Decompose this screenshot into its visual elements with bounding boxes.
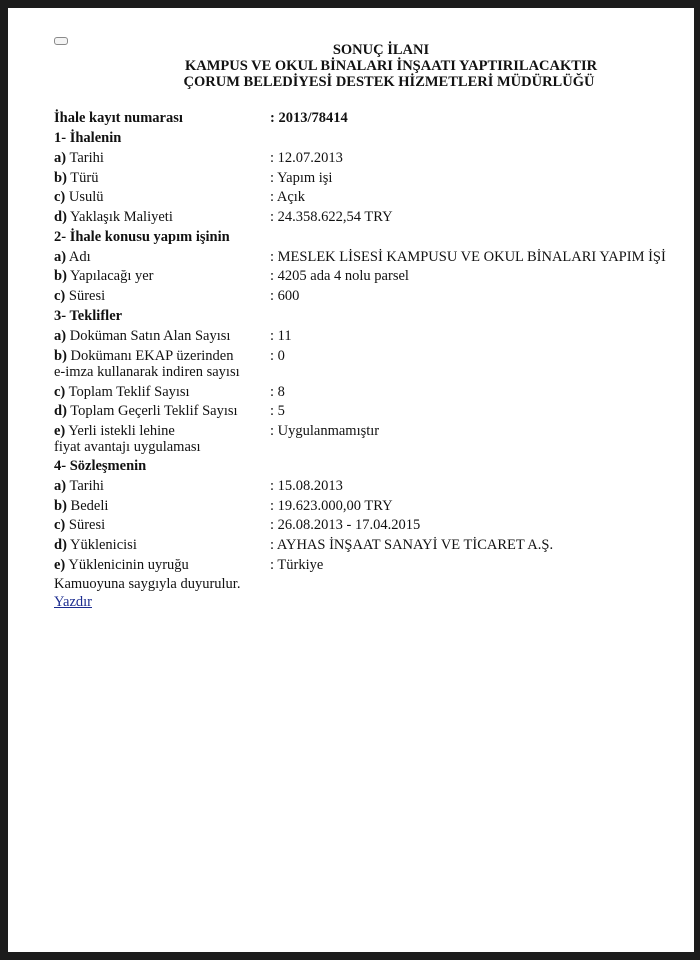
s1-d-value: : 24.358.622,54 TRY	[270, 209, 393, 225]
registry-value: : 2013/78414	[270, 110, 348, 126]
s1-c-label: Usulü	[68, 189, 104, 205]
s3-b-label: Dokümanı EKAP üzerinden	[70, 348, 234, 364]
s3-e-letter: e)	[54, 423, 66, 439]
s1-b-value: : Yapım işi	[270, 170, 333, 186]
s3-b-letter: b)	[54, 348, 67, 364]
section-3-title: 3- Teklifler	[54, 308, 123, 324]
s4-e-letter: e)	[54, 557, 66, 573]
s4-a-label: Tarihi	[69, 478, 104, 494]
s1-c-letter: c)	[54, 189, 66, 205]
s4-a-value: : 15.08.2013	[270, 478, 343, 494]
s3-e-label: Yerli istekli lehine	[68, 423, 175, 439]
s3-b-label-line2: e-imza kullanarak indiren sayısı	[54, 364, 240, 380]
s3-a-value: : 11	[270, 328, 292, 344]
s3-d-letter: d)	[54, 403, 67, 419]
s3-b-value: : 0	[270, 348, 285, 364]
s4-c-label: Süresi	[68, 517, 106, 533]
s1-d-letter: d)	[54, 209, 67, 225]
s2-a-value: : MESLEK LİSESİ KAMPUSU VE OKUL BİNALARI YAPIM İŞİ	[270, 249, 666, 265]
notice-authority: ÇORUM BELEDİYESİ DESTEK HİZMETLERİ MÜDÜRLÜĞÜ	[183, 74, 595, 90]
s3-e-value: : Uygulanmamıştır	[270, 423, 380, 439]
s2-c-letter: c)	[54, 288, 66, 304]
s1-a-value: : 12.07.2013	[270, 150, 343, 166]
notice-title: SONUÇ İLANI	[332, 42, 430, 58]
s1-c-value: : Açık	[270, 189, 306, 205]
s3-c-value: : 8	[270, 384, 285, 400]
s3-c-letter: c)	[54, 384, 66, 400]
closing-text: Kamuoyuna saygıyla duyurulur.	[54, 576, 241, 592]
s4-d-letter: d)	[54, 537, 67, 553]
s4-c-letter: c)	[54, 517, 66, 533]
section-1-title: 1- İhalenin	[54, 130, 122, 146]
s4-b-label: Bedeli	[70, 498, 109, 514]
s4-e-value: : Türkiye	[270, 557, 324, 573]
s4-d-label: Yüklenicisi	[70, 537, 137, 553]
s4-e-label: Yüklenicinin uyruğu	[68, 557, 189, 573]
s4-d-value: : AYHAS İNŞAAT SANAYİ VE TİCARET A.Ş.	[270, 537, 554, 553]
s1-d-label: Yaklaşık Maliyeti	[70, 209, 173, 225]
registry-label: İhale kayıt numarası	[54, 110, 183, 126]
s2-a-letter: a)	[54, 249, 67, 265]
s2-b-letter: b)	[54, 268, 67, 284]
s2-c-value: : 600	[270, 288, 300, 304]
s1-a-letter: a)	[54, 150, 67, 166]
s3-d-label: Toplam Geçerli Teklif Sayısı	[70, 403, 238, 419]
s4-c-value: : 26.08.2013 - 17.04.2015	[270, 517, 421, 533]
s2-b-label: Yapılacağı yer	[70, 268, 154, 284]
s4-b-letter: b)	[54, 498, 67, 514]
s3-c-label: Toplam Teklif Sayısı	[68, 384, 190, 400]
s4-b-value: : 19.623.000,00 TRY	[270, 498, 393, 514]
s1-b-label: Türü	[70, 170, 99, 186]
s3-a-label: Doküman Satın Alan Sayısı	[69, 328, 231, 344]
s1-b-letter: b)	[54, 170, 67, 186]
s4-a-letter: a)	[54, 478, 67, 494]
section-2-title: 2- İhale konusu yapım işinin	[54, 229, 230, 245]
s2-b-value: : 4205 ada 4 nolu parsel	[270, 268, 409, 284]
s2-c-label: Süresi	[68, 288, 106, 304]
s1-a-label: Tarihi	[69, 150, 104, 166]
s3-e-label-line2: fiyat avantajı uygulaması	[54, 439, 201, 455]
s2-a-label: Adı	[68, 249, 91, 265]
print-link[interactable]: Yazdır	[54, 594, 92, 610]
section-4-title: 4- Sözleşmenin	[54, 458, 147, 474]
document-page	[8, 8, 694, 952]
s3-d-value: : 5	[270, 403, 285, 419]
s3-a-letter: a)	[54, 328, 67, 344]
notice-subject: KAMPUS VE OKUL BİNALARI İNŞAATI YAPTIRILACAKTIR	[184, 58, 598, 74]
